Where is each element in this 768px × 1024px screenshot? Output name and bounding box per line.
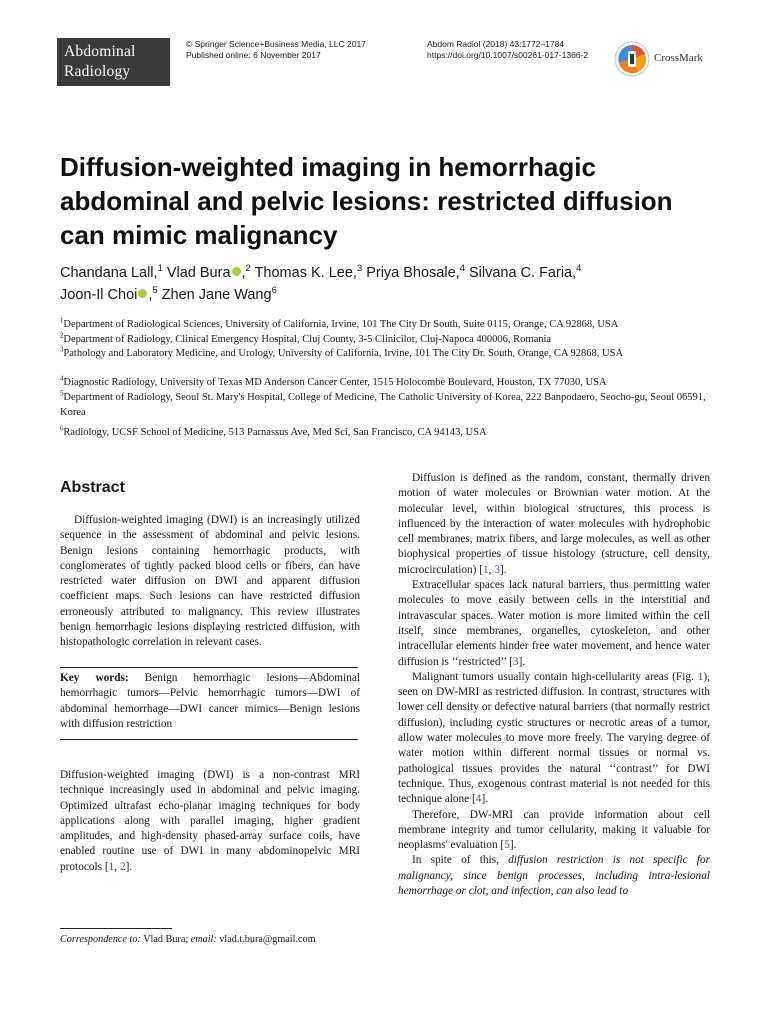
affiliation-3	[60, 347, 712, 362]
correspondence-note	[60, 933, 316, 947]
p1-sep: ,	[488, 563, 495, 576]
keywords-block	[60, 671, 360, 732]
author-lee-sup: 3	[356, 262, 363, 274]
p1-text: Diffusion is defined as the random, constant, thermally driven motion of water molecules or Brownian water motion. At the molecular level, within biological structures, this process is influenced by the interaction of water molecules with hydrophobic cell membranes, matrix fibers, and large molecules, as well as other biophysical properties of tissue histology (structure, cell density, microcirculation) [	[398, 472, 710, 576]
p2-end: ].	[518, 655, 526, 668]
orcid-icon[interactable]	[138, 289, 147, 298]
ref-close: ].	[125, 860, 133, 873]
ref-link-3[interactable]: 3	[512, 655, 519, 668]
aff2-sup: 2	[60, 332, 64, 340]
right-column	[398, 471, 710, 899]
ref-link-1[interactable]: 1	[108, 860, 115, 873]
published-line: Published online: 6 November 2017	[186, 50, 321, 60]
p3-text-a: Malignant tumors usually contain high-cellularity areas (Fig.	[412, 670, 698, 683]
aff5-text: Department of Radiology, Seoul St. Mary's Hospital, College of Medicine, The Catholic University of Korea, 222 Banpodaero, Seocho-gu, Seoul 06591, Korea	[60, 392, 706, 418]
abstract-divider	[60, 667, 358, 668]
p3-end: ].	[481, 793, 489, 806]
intro-text: Diffusion-weighted imaging (DWI) is a non-contrast MRI technique increasingly used in abdominal and pelvic imaging. Optimized ultrafast echo-planar imaging techniques for body applications along with parallel imaging, higher gradient amplitudes, and high-density phased-array surface coils, have enabled routine use of DWI in many abdominopelvic MRI protocols [	[60, 769, 360, 873]
affiliation-4	[60, 376, 712, 391]
affiliation-5	[60, 391, 712, 420]
author-line-2: Joon-Il Choi ,$^5$ Zhen Jane Wang$^6$	[60, 284, 277, 303]
footnote-divider	[60, 928, 172, 929]
ref-link-1[interactable]: 1	[483, 563, 489, 576]
correspondence-email[interactable]: vlad.t.bura@gmail.com	[216, 934, 316, 945]
correspondence-label: Correspondence to:	[60, 934, 141, 945]
journal-logo-line2: Radiology	[64, 63, 131, 80]
ref-separator: ,	[114, 860, 120, 873]
aff4-sup: 4	[60, 375, 64, 383]
paragraph-diffusion-definition	[398, 471, 710, 578]
p4-text: Therefore, DW-MRI can provide information about cell membrane integrity and tumor cellularity, making it valuable for neoplasms' evaluation [	[398, 808, 710, 852]
figure-link-1[interactable]: 1	[697, 670, 704, 683]
abstract-heading: Abstract	[60, 479, 125, 496]
paragraph-malignant-tumors	[398, 670, 710, 808]
author-choi[interactable]: Joon-Il Choi	[60, 287, 138, 303]
affiliation-1	[60, 318, 712, 333]
paragraph-extracellular	[398, 578, 710, 670]
keywords-text: Benign hemorrhagic lesions—Abdominal hemorrhagic tumors—Pelvic hemorrhagic tumors—DWI of abdominal hemorrhage—DWI cancer mimics—Benign lesions with diffusion restriction	[60, 672, 360, 730]
doi-link[interactable]: https://doi.org/10.1007/s00261-017-1366-2	[427, 50, 589, 60]
journal-logo	[57, 38, 170, 86]
author-lall-sup: 1	[157, 262, 163, 274]
correspondence-name: Vlad Bura;	[140, 934, 191, 945]
ref-link-4[interactable]: 4	[475, 793, 482, 806]
ref-link-5[interactable]: 5	[504, 839, 510, 852]
paragraph-therefore	[398, 808, 710, 854]
author-choi-sup: 5	[152, 284, 158, 296]
aff4-text: Diagnostic Radiology, University of Texas MD Anderson Cancer Center, 1515 Holocombe Boulevard, Houston, TX 77030, USA	[63, 377, 607, 388]
author-bura[interactable]: Vlad Bura	[166, 265, 231, 281]
aff1-text: Department of Radiological Sciences, University of California, Irvine, 101 The City Dr South, Suite 0115, Orange, CA 92868, USA	[63, 319, 619, 330]
affiliation-6	[60, 426, 712, 441]
p5-italic: diffusion restriction is not specific for malignancy, since benign processes, including intra-lesional hemorrhage or clot, and infection, can also lead to	[398, 854, 710, 898]
p4-end: ].	[509, 839, 517, 852]
author-lee[interactable]: Thomas K. Lee,	[254, 265, 357, 281]
keywords-divider	[60, 739, 358, 740]
aff3-text: Pathology and Laboratory Medicine, and Urology, University of California, Irvine, 101 The City Dr. South, Orange, CA 92868, USA	[63, 348, 624, 359]
email-label: email:	[190, 934, 217, 945]
crossmark-badge[interactable]	[614, 41, 738, 77]
crossmark-icon	[614, 41, 650, 77]
publisher-line: © Springer Science+Business Media, LLC 2017	[186, 39, 366, 49]
paragraph-in-spite	[398, 853, 710, 899]
author-wang[interactable]: Zhen Jane Wang	[161, 287, 272, 303]
author-faria-sup: 4	[576, 262, 582, 274]
aff6-sup: 6	[60, 425, 64, 433]
intro-paragraph	[60, 768, 360, 875]
journal-logo-line1: Abdominal	[64, 43, 136, 60]
orcid-icon[interactable]	[232, 267, 241, 276]
aff3-sup: 3	[60, 346, 64, 354]
p2-text: Extracellular spaces lack natural barriers, thus permitting water molecules to move easily between cells in the interstitial and intravascular spaces. Water motion is more limited within the cell itself, since membranes, organelles, cytoskeleton, and other intracellular elements hinder free water movement, and hence water diffusion is ‘‘restricted’’ [	[398, 579, 710, 668]
abstract-text: Diffusion-weighted imaging (DWI) is an increasingly utilized sequence in the assessment of abdominal and pelvic lesions. Benign lesions containing hemorrhagic products, with conglomerates of tightly packed blood cells or fibers, can have restricted water diffusion on DWI and apparent diffusion coefficient maps. Such lesions can have restricted diffusion erroneously attributed to malignancy. This review illustrates benign hemorrhagic lesions displaying restricted diffusion, with histopathologic correlation in relevant cases.	[60, 514, 360, 649]
author-lall[interactable]: Chandana Lall,	[60, 265, 158, 281]
p1-end: ].	[499, 563, 507, 576]
aff5-sup: 5	[60, 390, 64, 398]
author-wang-sup: 6	[271, 284, 277, 296]
author-bhosale-sup: 4	[459, 262, 465, 274]
ref-link-2[interactable]: 2	[119, 860, 126, 873]
aff2-text: Department of Radiology, Clinical Emergency Hospital, Cluj County, 3-5 Clinicilor, Cluj-Napoca 400006, Romania	[63, 334, 552, 345]
keywords-label: Key words:	[60, 672, 129, 684]
p3-text-b: ), seen on DW-MRI as restricted diffusion. In contrast, structures with lower cell density or defective natural barriers (that normally restrict diffusion), including cystic structures or necrotic areas of a tumor, allow water molecules to move more freely. The varying degree of water motion within different normal tissues or normal vs. pathological tissues provides the natural ‘‘contrast’’ for DWI technique. Thus, exogenous contrast material is not needed for this technique alone [	[398, 670, 710, 806]
affiliation-2	[60, 333, 712, 348]
p5-text: In spite of this,	[412, 854, 509, 867]
author-bura-sup: 2	[245, 262, 251, 274]
author-faria[interactable]: Silvana C. Faria,	[468, 265, 577, 281]
aff1-sup: 1	[60, 317, 64, 325]
article-title: Diffusion-weighted imaging in hemorrhagic abdominal and pelvic lesions: restricted diffusion can mimic malignancy	[60, 152, 673, 250]
ref-link-3[interactable]: 3	[494, 563, 500, 576]
author-line-1: Chandana Lall,$^1$ Vlad Bura ,$^2$ Thomas K. Lee,$^3$ Priya Bhosale,$^4$ Silvana C. Faria,$^4$	[60, 262, 582, 281]
author-bhosale[interactable]: Priya Bhosale,	[366, 265, 460, 281]
aff6-text: Radiology, UCSF School of Medicine, 513 Parnassus Ave, Med Sci, San Francisco, CA 94143, USA	[63, 427, 487, 438]
crossmark-label: CrossMark	[654, 52, 703, 64]
citation-line: Abdom Radiol (2018) 43:1772–1784	[427, 39, 565, 49]
